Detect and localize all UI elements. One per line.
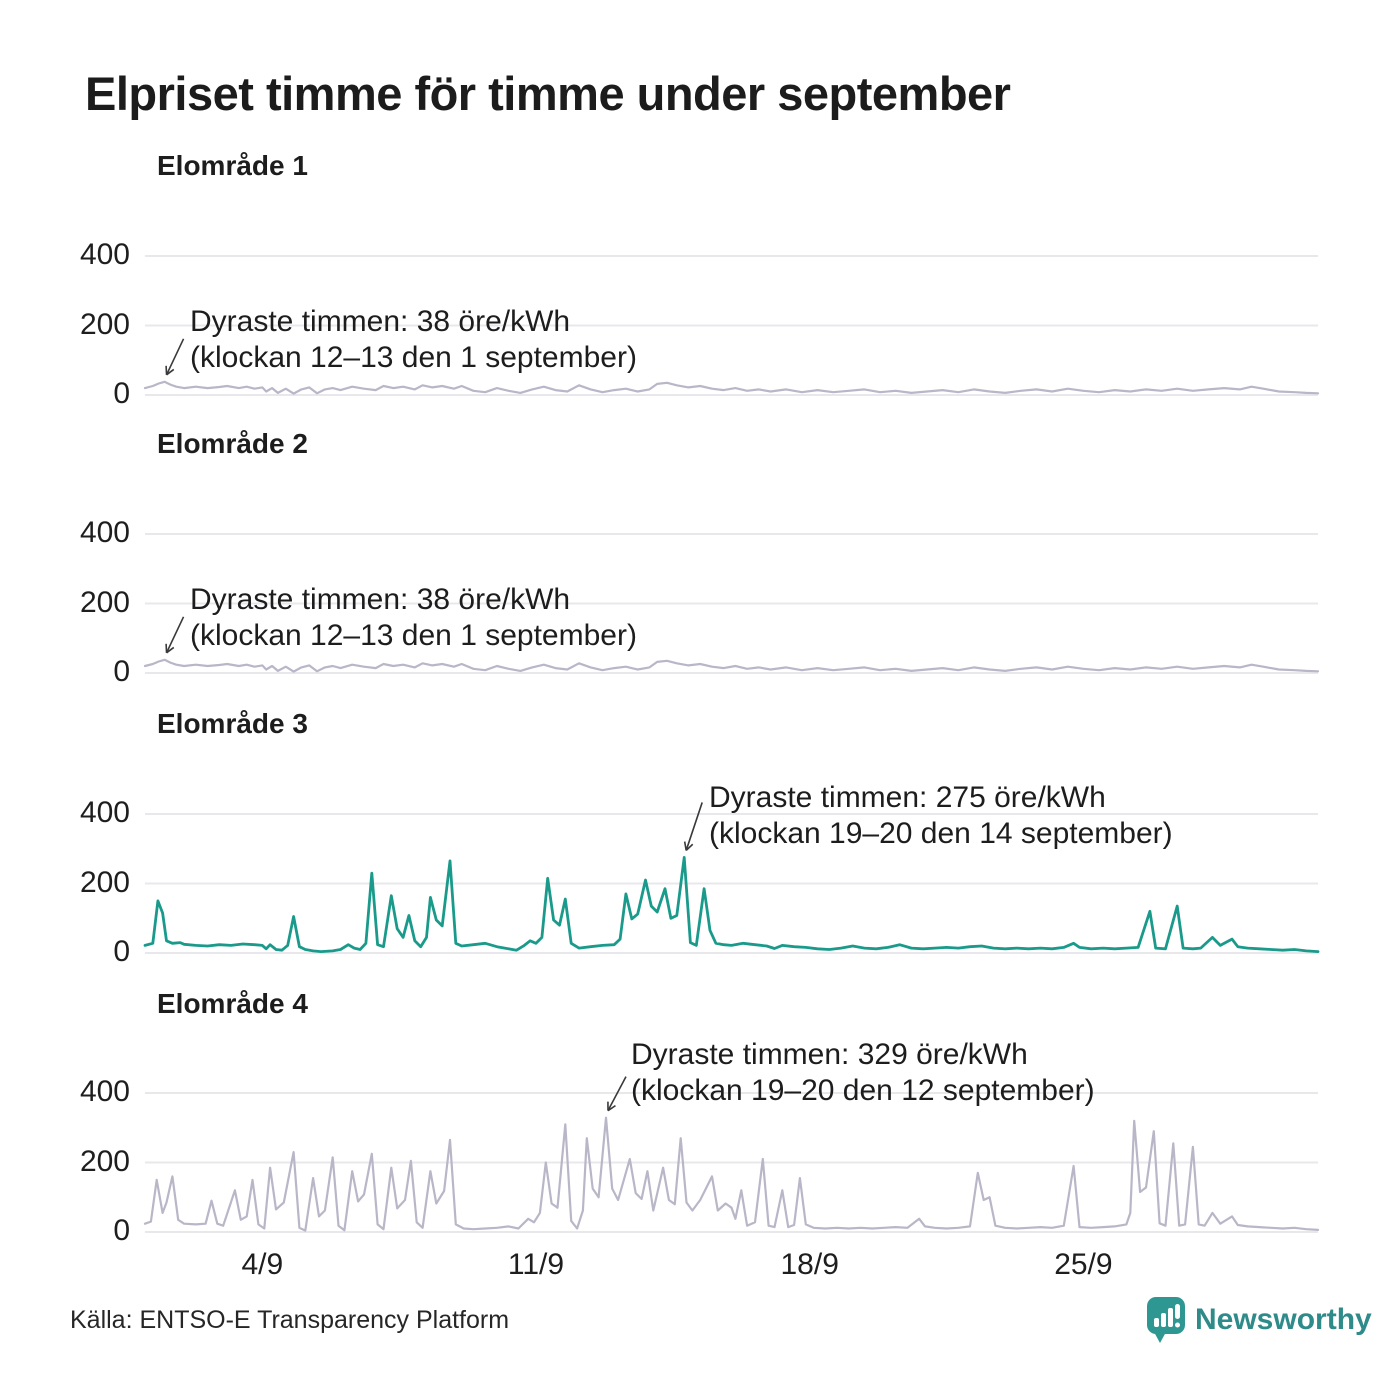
y-tick-label: 200 [79, 865, 130, 899]
annotation-arrow [167, 339, 184, 375]
panel-title-elomrade-4: Elområde 4 [157, 988, 308, 1019]
x-tick-label: 4/9 [241, 1248, 284, 1281]
annotation-line1: Dyraste timmen: 275 öre/kWh [709, 781, 1106, 814]
newsworthy-wordmark: Newsworthy [1195, 1303, 1372, 1336]
price-line-elomrade-1 [145, 382, 1318, 394]
annotation-line2: (klockan 19–20 den 12 september) [631, 1074, 1095, 1107]
annotation-elomrade-4 [631, 1037, 1095, 1109]
y-tick-label: 400 [79, 516, 130, 549]
y-tick-label: 0 [113, 1214, 130, 1247]
annotation-line1: Dyraste timmen: 329 öre/kWh [631, 1038, 1028, 1071]
x-tick-label: 18/9 [780, 1248, 839, 1281]
y-tick-label: 200 [79, 585, 130, 619]
y-tick-label: 200 [79, 307, 130, 341]
source-caption: Källa: ENTSO-E Transparency Platform [70, 1306, 510, 1334]
annotation-arrowhead [685, 842, 687, 851]
y-tick-label: 0 [113, 377, 130, 410]
y-tick-label: 0 [113, 655, 130, 688]
annotation-line1: Dyraste timmen: 38 öre/kWh [190, 583, 571, 616]
annotation-elomrade-1 [190, 304, 637, 376]
y-tick-label: 200 [79, 1144, 130, 1178]
newsworthy-bubble-icon [1146, 1296, 1186, 1344]
newsworthy-logo [1146, 1296, 1372, 1344]
annotation-line1: Dyraste timmen: 38 öre/kWh [190, 305, 571, 338]
y-tick-label: 400 [79, 796, 130, 829]
annotation-line2: (klockan 19–20 den 14 september) [709, 817, 1173, 850]
panel-title-elomrade-3: Elområde 3 [157, 708, 308, 739]
annotation-line2: (klockan 12–13 den 1 september) [190, 619, 637, 652]
price-line-elomrade-4 [145, 1118, 1318, 1231]
annotation-line2: (klockan 12–13 den 1 september) [190, 341, 637, 374]
x-tick-label: 25/9 [1054, 1248, 1113, 1281]
price-line-elomrade-3 [145, 857, 1318, 951]
annotation-elomrade-2 [190, 582, 637, 654]
panel-title-elomrade-1: Elområde 1 [157, 150, 308, 181]
price-line-elomrade-2 [145, 660, 1318, 672]
y-tick-label: 0 [113, 935, 130, 968]
page-title: Elpriset timme för timme under september [85, 67, 1011, 120]
y-tick-label: 400 [79, 238, 130, 271]
y-tick-label: 400 [79, 1075, 130, 1108]
panel-title-elomrade-2: Elområde 2 [157, 428, 308, 459]
annotation-elomrade-3 [709, 780, 1173, 852]
annotation-arrow [167, 617, 184, 653]
annotation-arrow [686, 802, 702, 850]
x-tick-label: 11/9 [507, 1248, 565, 1281]
